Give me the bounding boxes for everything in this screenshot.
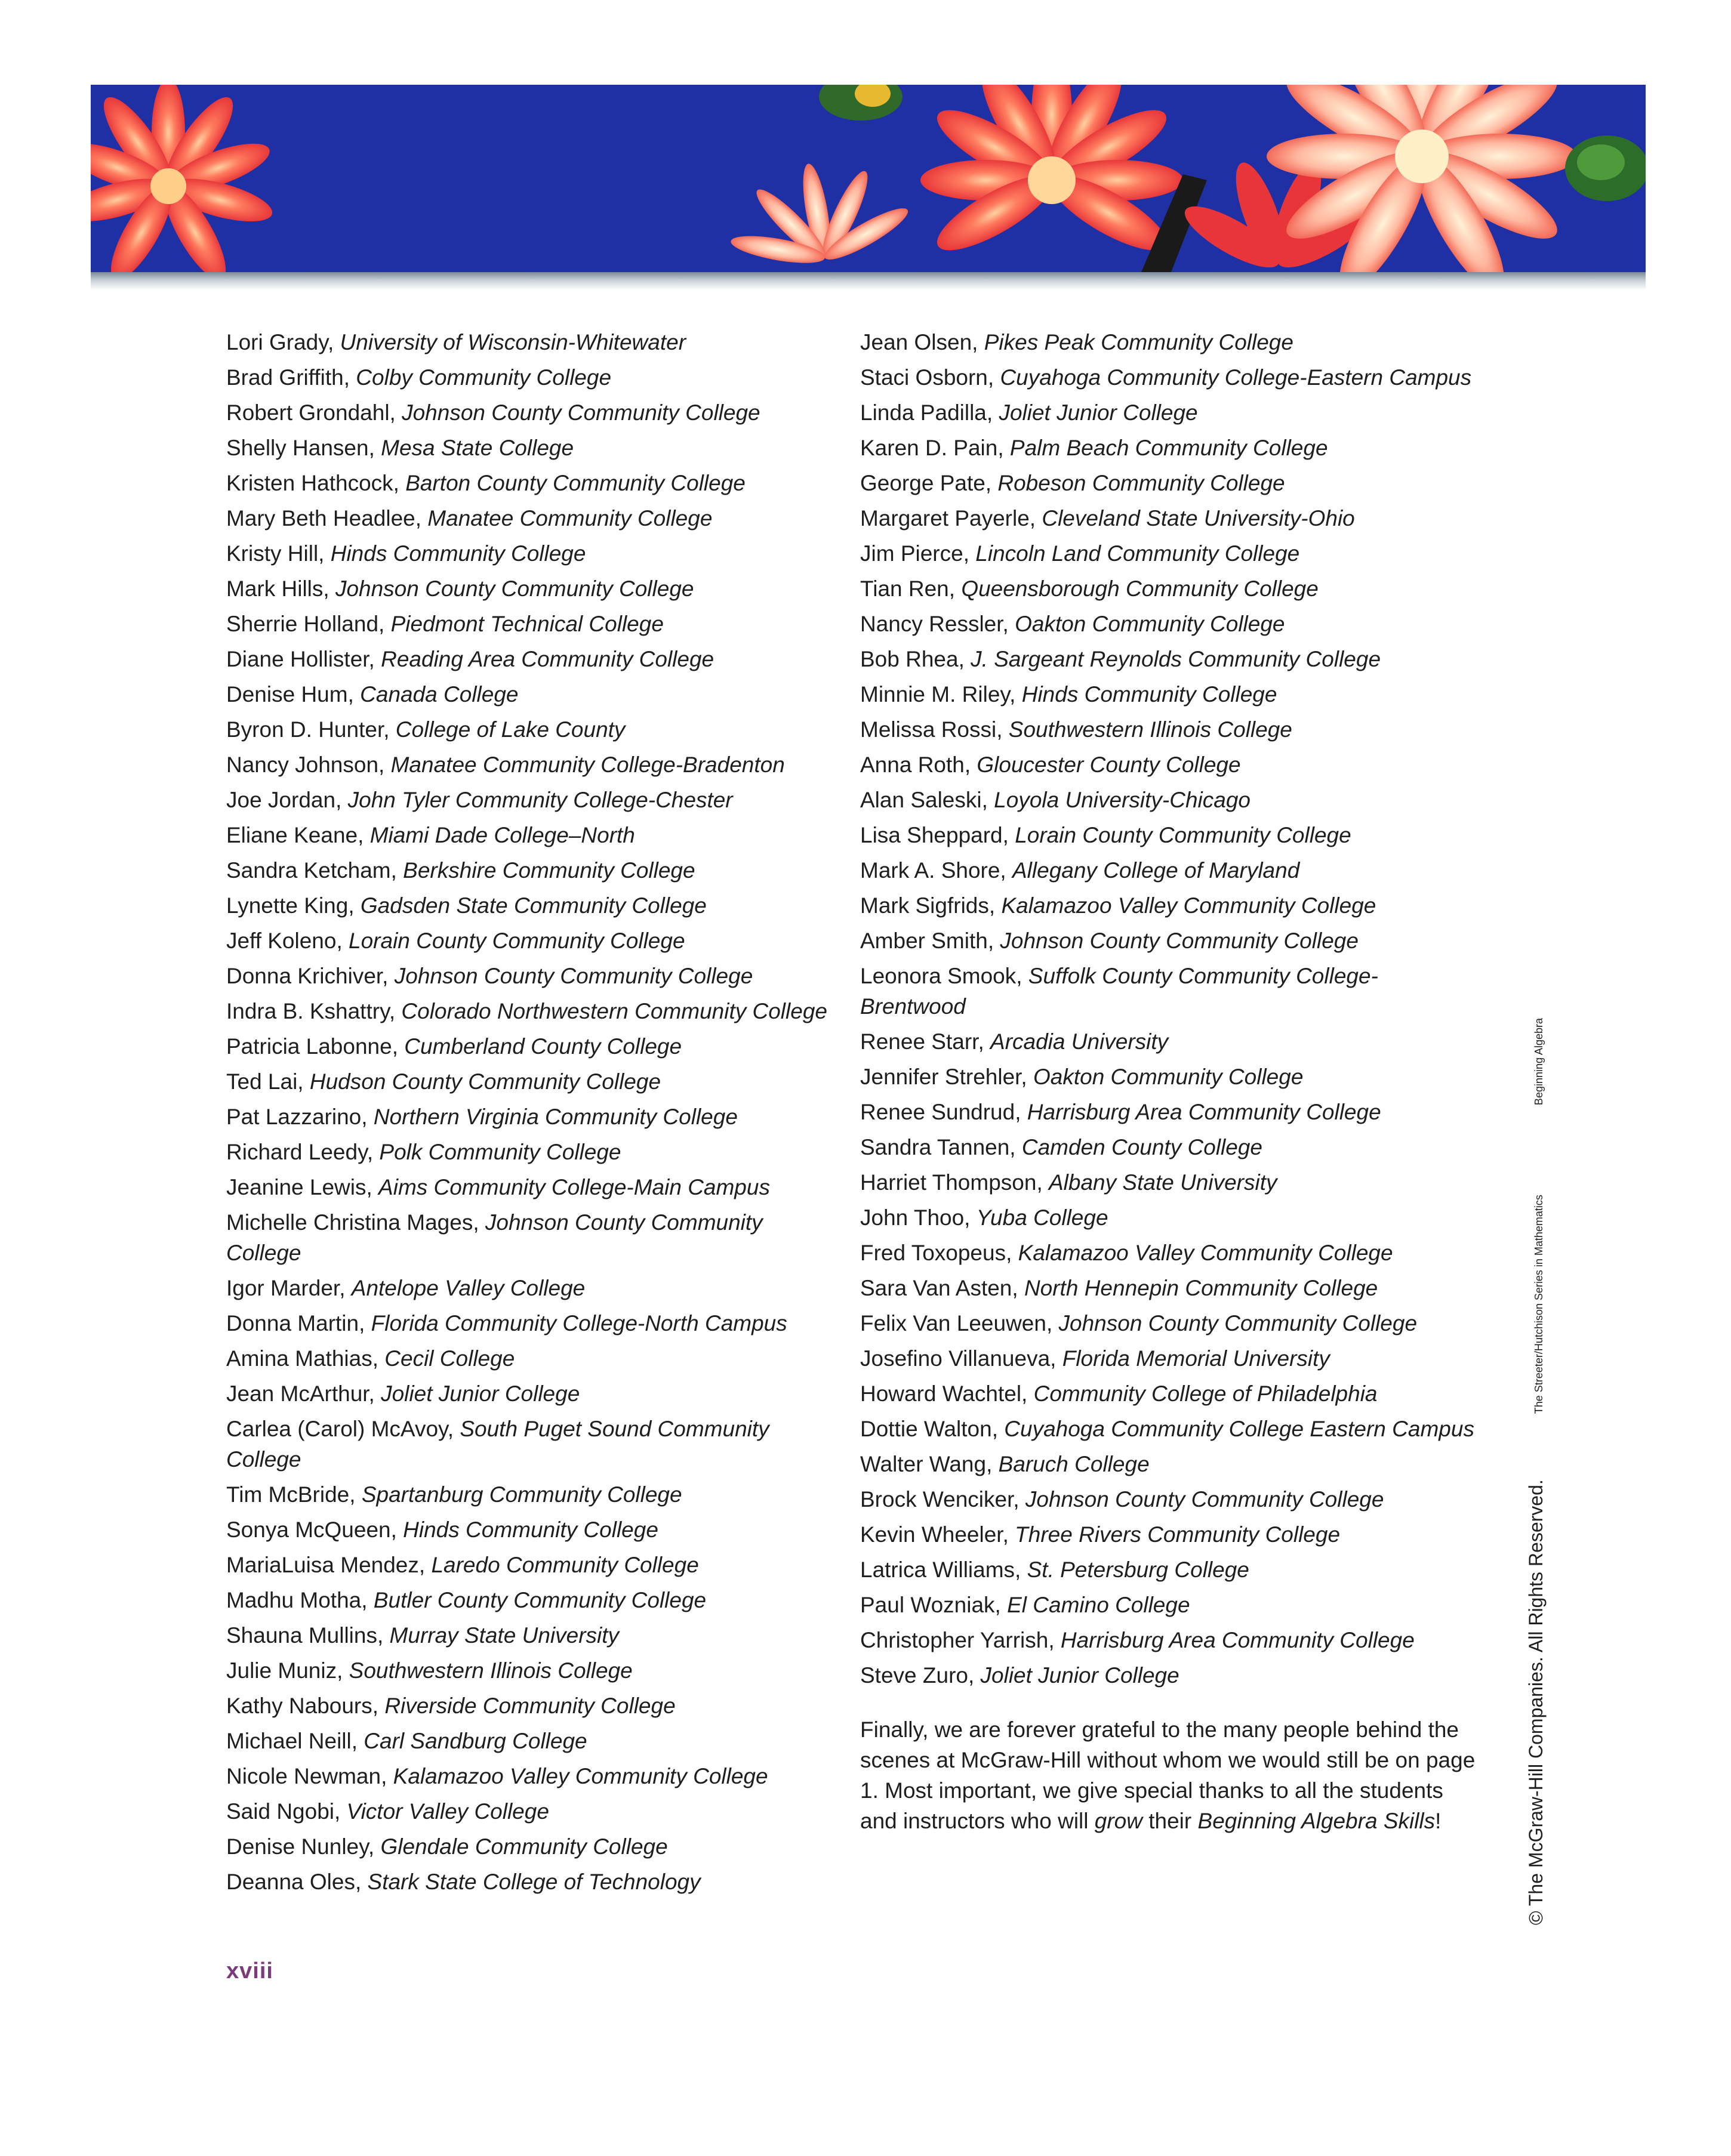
reviewer-entry [226, 996, 829, 1026]
reviewer-name: Kristy Hill, [226, 541, 331, 566]
reviewer-institution: Lorain County Community College [1015, 823, 1351, 847]
reviewer-name: Brock Wenciker, [860, 1487, 1025, 1512]
reviewer-institution: Carl Sandburg College [364, 1729, 587, 1753]
reviewer-name: Brad Griffith, [226, 365, 356, 390]
reviewer-institution: Stark State College of Technology [367, 1870, 701, 1894]
reviewer-name: Kathy Nabours, [226, 1694, 385, 1718]
reviewer-institution: Hudson County Community College [309, 1069, 661, 1094]
reviewer-institution: Community College of Philadelphia [1033, 1381, 1378, 1406]
reviewer-name: Michelle Christina Mages, [226, 1210, 485, 1235]
reviewer-entry [226, 1414, 829, 1475]
reviewer-entry [860, 538, 1481, 569]
reviewer-entry [860, 1167, 1481, 1198]
reviewer-institution: Joliet Junior College [980, 1663, 1179, 1688]
closing-text-1: Finally, we are forever grateful to the many people behind the scenes at McGraw-Hill without whom we would still be on page 1. Most important, we give special thanks to all the students and instructors who will [860, 1717, 1476, 1833]
reviewer-entry [226, 1207, 829, 1268]
reviewer-institution: Suffolk County Community College-Brentwood [860, 964, 1378, 1019]
reviewer-entry [226, 820, 829, 850]
reviewer-name: Richard Leedy, [226, 1140, 380, 1164]
reviewer-name: Patricia Labonne, [226, 1034, 405, 1059]
reviewer-name: Sherrie Holland, [226, 612, 391, 636]
reviewer-name: Michael Neill, [226, 1729, 364, 1753]
reviewer-entry [860, 1378, 1481, 1409]
reviewer-entry [226, 961, 829, 991]
reviewer-institution: Cuyahoga Community College-Eastern Campus [1000, 365, 1472, 390]
reviewer-name: Howard Wachtel, [860, 1381, 1034, 1406]
reviewer-entry [860, 1308, 1481, 1338]
reviewer-name: Donna Krichiver, [226, 964, 395, 988]
reviewer-entry [226, 1726, 829, 1756]
reviewer-name: George Pate, [860, 471, 998, 495]
reviewer-name: Carlea (Carol) McAvoy, [226, 1417, 460, 1441]
reviewer-name: Renee Sundrud, [860, 1100, 1027, 1124]
reviewer-institution: Cecil College [384, 1346, 515, 1371]
reviewer-entry [226, 1620, 829, 1651]
reviewer-name: Paul Wozniak, [860, 1593, 1008, 1617]
reviewer-institution: Southwestern Illinois College [1008, 717, 1292, 742]
reviewer-entry [226, 538, 829, 569]
reviewer-institution: Hinds Community College [330, 541, 586, 566]
reviewer-name: Walter Wang, [860, 1452, 999, 1476]
reviewer-entry [226, 1761, 829, 1791]
reviewer-entry [226, 1655, 829, 1686]
reviewer-name: Harriet Thompson, [860, 1170, 1049, 1195]
reviewer-name: Denise Nunley, [226, 1834, 381, 1859]
dahlia-flowers-photo [91, 85, 1646, 272]
reviewer-institution: Cuyahoga Community College Eastern Campus [1004, 1417, 1474, 1441]
reviewer-institution: Johnson County Community College [394, 964, 753, 988]
reviewer-institution: Yuba College [976, 1205, 1108, 1230]
reviewer-institution: Northern Virginia Community College [373, 1105, 738, 1129]
reviewer-institution: Hinds Community College [1021, 682, 1277, 707]
reviewer-name: Melissa Rossi, [860, 717, 1009, 742]
reviewer-name: Jean Olsen, [860, 330, 984, 354]
reviewer-list-right [860, 327, 1481, 1691]
reviewer-institution: Harrisburg Area Community College [1027, 1100, 1381, 1124]
reviewer-entry [226, 1172, 829, 1202]
reviewer-institution: Piedmont Technical College [390, 612, 664, 636]
reviewer-entry [226, 468, 829, 498]
reviewer-entry [860, 890, 1481, 921]
reviewer-institution: Pikes Peak Community College [984, 330, 1293, 354]
reviewer-name: Byron D. Hunter, [226, 717, 396, 742]
reviewer-institution: Laredo Community College [431, 1553, 699, 1577]
acknowledgments-right-column [860, 327, 1481, 1836]
reviewer-entry [860, 1590, 1481, 1620]
reviewer-entry [860, 1625, 1481, 1655]
reviewer-entry [226, 1066, 829, 1097]
reviewer-entry [226, 1691, 829, 1721]
reviewer-institution: Canada College [360, 682, 519, 707]
reviewer-institution: College of Lake County [395, 717, 626, 742]
reviewer-entry [860, 1132, 1481, 1162]
reviewer-name: Lori Grady, [226, 330, 340, 354]
reviewer-entry [860, 1484, 1481, 1515]
reviewer-institution: Aims Community College-Main Campus [378, 1175, 770, 1199]
reviewer-name: Sandra Tannen, [860, 1135, 1022, 1159]
reviewer-institution: Johnson County Community College [226, 1210, 763, 1265]
reviewer-institution: Berkshire Community College [403, 858, 695, 883]
reviewer-institution: Three Rivers Community College [1015, 1522, 1341, 1547]
reviewer-name: Dottie Walton, [860, 1417, 1005, 1441]
reviewer-institution: Mesa State College [381, 436, 574, 460]
reviewer-institution: Cumberland County College [404, 1034, 682, 1059]
reviewer-entry [860, 327, 1481, 357]
reviewer-entry [226, 1102, 829, 1132]
reviewer-institution: Colorado Northwestern Community College [401, 999, 827, 1023]
closing-paragraph [860, 1714, 1481, 1836]
reviewer-entry [860, 855, 1481, 886]
reviewer-institution: Johnson County Community College [1025, 1487, 1384, 1512]
reviewer-institution: John Tyler Community College-Chester [347, 788, 733, 812]
reviewer-institution: El Camino College [1007, 1593, 1190, 1617]
reviewer-name: Lisa Sheppard, [860, 823, 1015, 847]
reviewer-entry [860, 1026, 1481, 1057]
reviewer-institution: Southwestern Illinois College [349, 1658, 633, 1683]
reviewer-entry [226, 397, 829, 428]
reviewer-name: Madhu Motha, [226, 1588, 374, 1612]
reviewer-institution: Lincoln Land Community College [975, 541, 1300, 566]
reviewer-entry [226, 1585, 829, 1615]
reviewer-institution: Joliet Junior College [999, 400, 1198, 425]
reviewer-institution: Robeson Community College [997, 471, 1285, 495]
reviewer-entry [226, 503, 829, 533]
reviewer-entry [226, 1343, 829, 1374]
reviewer-entry [226, 433, 829, 463]
reviewer-name: Jennifer Strehler, [860, 1065, 1033, 1089]
reviewer-institution: Victor Valley College [346, 1799, 549, 1824]
reviewer-name: Said Ngobi, [226, 1799, 347, 1824]
reviewer-entry [226, 327, 829, 357]
flower-banner-image [91, 85, 1646, 272]
reviewer-name: Shauna Mullins, [226, 1623, 390, 1648]
reviewer-name: Shelly Hansen, [226, 436, 381, 460]
reviewer-name: Nicole Newman, [226, 1764, 393, 1788]
reviewer-institution: Cleveland State University-Ohio [1042, 506, 1355, 530]
reviewer-name: Ted Lai, [226, 1069, 310, 1094]
reviewer-institution: Colby Community College [356, 365, 612, 390]
reviewer-name: Joe Jordan, [226, 788, 348, 812]
reviewer-entry [860, 1660, 1481, 1691]
reviewer-institution: Kalamazoo Valley Community College [1001, 893, 1376, 918]
reviewer-name: Nancy Johnson, [226, 752, 391, 777]
reviewer-entry [860, 1062, 1481, 1092]
reviewer-entry [860, 1097, 1481, 1127]
reviewer-name: Nancy Ressler, [860, 612, 1015, 636]
reviewer-institution: Glendale Community College [380, 1834, 668, 1859]
closing-emphasis-grow: grow [1094, 1809, 1142, 1833]
reviewer-institution: Johnson County Community College [402, 400, 760, 425]
series-title: The Streeter/Hutchison Series in Mathematics [1533, 1195, 1545, 1414]
reviewer-name: Indra B. Kshattry, [226, 999, 402, 1023]
reviewer-entry [226, 855, 829, 886]
reviewer-entry [860, 397, 1481, 428]
reviewer-institution: Manatee Community College [427, 506, 713, 530]
closing-emphasis-book: Beginning Algebra Skills [1197, 1809, 1436, 1833]
closing-text-3: ! [1435, 1809, 1442, 1833]
reviewer-entry [860, 1343, 1481, 1374]
reviewer-institution: Albany State University [1049, 1170, 1277, 1195]
reviewer-name: Mark Sigfrids, [860, 893, 1002, 918]
reviewer-institution: Antelope Valley College [351, 1276, 586, 1300]
reviewer-entry [860, 820, 1481, 850]
reviewer-institution: Spartanburg Community College [361, 1482, 682, 1507]
reviewer-institution: Harrisburg Area Community College [1060, 1628, 1415, 1652]
reviewer-name: Jean McArthur, [226, 1381, 381, 1406]
reviewer-name: Josefino Villanueva, [860, 1346, 1062, 1371]
reviewer-name: Linda Padilla, [860, 400, 999, 425]
reviewer-institution: Florida Memorial University [1062, 1346, 1330, 1371]
reviewer-institution: Oakton Community College [1033, 1065, 1304, 1089]
reviewer-entry [226, 926, 829, 956]
side-credits [1525, 1017, 1561, 1925]
reviewer-institution: Oakton Community College [1015, 612, 1285, 636]
reviewer-name: Tian Ren, [860, 576, 962, 601]
reviewer-entry [226, 1867, 829, 1897]
reviewer-entry [226, 1831, 829, 1862]
reviewer-institution: Reading Area Community College [381, 647, 714, 671]
reviewer-name: Minnie M. Riley, [860, 682, 1022, 707]
reviewer-entry [226, 785, 829, 815]
reviewer-institution: Gadsden State Community College [360, 893, 707, 918]
reviewer-entry [226, 1479, 829, 1510]
reviewer-name: Fred Toxopeus, [860, 1241, 1018, 1265]
reviewer-name: Staci Osborn, [860, 365, 1000, 390]
reviewer-name: Steve Zuro, [860, 1663, 981, 1688]
reviewer-entry [860, 714, 1481, 745]
reviewer-entry [226, 890, 829, 921]
reviewer-name: Felix Van Leeuwen, [860, 1311, 1059, 1335]
reviewer-institution: North Hennepin Community College [1024, 1276, 1378, 1300]
reviewer-name: Mary Beth Headlee, [226, 506, 428, 530]
reviewer-name: Tim McBride, [226, 1482, 362, 1507]
reviewer-entry [860, 468, 1481, 498]
banner-shadow [91, 272, 1646, 290]
reviewer-institution: Kalamazoo Valley Community College [1018, 1241, 1393, 1265]
reviewer-entry [226, 1515, 829, 1545]
reviewer-institution: Queensborough Community College [961, 576, 1319, 601]
reviewer-name: Jim Pierce, [860, 541, 976, 566]
reviewer-name: Mark Hills, [226, 576, 335, 601]
reviewer-name: Christopher Yarrish, [860, 1628, 1061, 1652]
reviewer-entry [860, 961, 1481, 1022]
reviewer-name: Kevin Wheeler, [860, 1522, 1015, 1547]
reviewer-name: Renee Starr, [860, 1029, 991, 1054]
reviewer-institution: South Puget Sound Community College [226, 1417, 769, 1472]
reviewer-institution: Joliet Junior College [381, 1381, 580, 1406]
reviewer-institution: Palm Beach Community College [1009, 436, 1328, 460]
reviewer-name: Bob Rhea, [860, 647, 971, 671]
reviewer-name: Latrica Williams, [860, 1557, 1027, 1582]
reviewer-entry [226, 749, 829, 780]
reviewer-entry [860, 1414, 1481, 1444]
reviewer-name: Jeanine Lewis, [226, 1175, 379, 1199]
reviewer-institution: Florida Community College-North Campus [371, 1311, 787, 1335]
reviewer-entry [860, 1202, 1481, 1233]
reviewer-institution: Camden County College [1021, 1135, 1262, 1159]
reviewer-name: Sonya McQueen, [226, 1517, 404, 1542]
reviewer-name: Sandra Ketcham, [226, 858, 404, 883]
reviewer-institution: Polk Community College [379, 1140, 621, 1164]
reviewer-name: Jeff Koleno, [226, 929, 349, 953]
reviewer-institution: Butler County Community College [373, 1588, 707, 1612]
reviewer-entry [226, 679, 829, 710]
reviewer-institution: Loyola University-Chicago [994, 788, 1250, 812]
reviewer-name: Denise Hum, [226, 682, 361, 707]
reviewer-name: Julie Muniz, [226, 1658, 349, 1683]
reviewer-institution: Gloucester County College [977, 752, 1241, 777]
reviewer-entry [860, 1554, 1481, 1585]
reviewer-institution: University of Wisconsin-Whitewater [340, 330, 686, 354]
reviewer-institution: Manatee Community College-Bradenton [390, 752, 785, 777]
reviewer-institution: Johnson County Community College [335, 576, 694, 601]
reviewer-entry [860, 1238, 1481, 1268]
reviewer-entry [860, 1449, 1481, 1479]
reviewer-institution: Miami Dade College–North [369, 823, 635, 847]
reviewer-name: MariaLuisa Mendez, [226, 1553, 432, 1577]
page-number: xviii [226, 1958, 273, 1984]
reviewer-name: Margaret Payerle, [860, 506, 1042, 530]
reviewer-entry [226, 1378, 829, 1409]
reviewer-name: Amber Smith, [860, 929, 1000, 953]
reviewer-entry [226, 1550, 829, 1580]
reviewer-entry [860, 362, 1481, 393]
reviewer-name: Anna Roth, [860, 752, 977, 777]
reviewer-institution: Allegany College of Maryland [1012, 858, 1300, 883]
reviewer-entry [226, 1137, 829, 1167]
reviewer-institution: J. Sargeant Reynolds Community College [971, 647, 1381, 671]
reviewer-name: Diane Hollister, [226, 647, 381, 671]
reviewer-institution: Murray State University [389, 1623, 620, 1648]
reviewer-institution: Riverside Community College [384, 1694, 676, 1718]
reviewer-name: Sara Van Asten, [860, 1276, 1024, 1300]
reviewer-entry [860, 749, 1481, 780]
reviewer-entry [226, 644, 829, 674]
copyright-notice: © The McGraw-Hill Companies. All Rights Reserved. [1525, 1479, 1547, 1925]
reviewer-entry [226, 1308, 829, 1338]
reviewer-entry [860, 1273, 1481, 1303]
reviewer-institution: Kalamazoo Valley Community College [393, 1764, 768, 1788]
reviewer-name: Alan Saleski, [860, 788, 994, 812]
reviewer-entry [860, 503, 1481, 533]
reviewer-institution: Hinds Community College [403, 1517, 658, 1542]
reviewer-name: Donna Martin, [226, 1311, 371, 1335]
reviewer-name: Leonora Smook, [860, 964, 1028, 988]
reviewer-name: John Thoo, [860, 1205, 977, 1230]
reviewer-entry [226, 362, 829, 393]
reviewer-name: Lynette King, [226, 893, 361, 918]
reviewer-name: Pat Lazzarino, [226, 1105, 374, 1129]
reviewer-institution: Barton County Community College [405, 471, 746, 495]
reviewer-name: Deanna Oles, [226, 1870, 368, 1894]
book-title: Beginning Algebra [1533, 1017, 1545, 1106]
reviewer-entry [860, 1519, 1481, 1550]
acknowledgments-left-column [226, 327, 829, 1902]
closing-text-2: their [1142, 1809, 1198, 1833]
reviewer-name: Karen D. Pain, [860, 436, 1010, 460]
reviewer-name: Igor Marder, [226, 1276, 352, 1300]
reviewer-institution: Johnson County Community College [1058, 1311, 1418, 1335]
reviewer-entry [860, 609, 1481, 639]
reviewer-entry [860, 433, 1481, 463]
reviewer-institution: Baruch College [998, 1452, 1150, 1476]
reviewer-name: Robert Grondahl, [226, 400, 402, 425]
reviewer-entry [860, 679, 1481, 710]
reviewer-entry [226, 1273, 829, 1303]
reviewer-institution: Johnson County Community College [1000, 929, 1359, 953]
reviewer-entry [226, 714, 829, 745]
reviewer-entry [226, 1031, 829, 1062]
reviewer-entry [226, 573, 829, 604]
reviewer-institution: St. Petersburg College [1027, 1557, 1249, 1582]
reviewer-entry [860, 573, 1481, 604]
reviewer-name: Mark A. Shore, [860, 858, 1012, 883]
reviewer-entry [860, 644, 1481, 674]
reviewer-entry [226, 1796, 829, 1827]
reviewer-entry [860, 785, 1481, 815]
reviewer-name: Amina Mathias, [226, 1346, 385, 1371]
reviewer-name: Eliane Keane, [226, 823, 370, 847]
reviewer-entry [860, 926, 1481, 956]
reviewer-name: Kristen Hathcock, [226, 471, 406, 495]
reviewer-institution: Arcadia University [990, 1029, 1169, 1054]
reviewer-entry [226, 609, 829, 639]
reviewer-institution: Lorain County Community College [349, 929, 685, 953]
